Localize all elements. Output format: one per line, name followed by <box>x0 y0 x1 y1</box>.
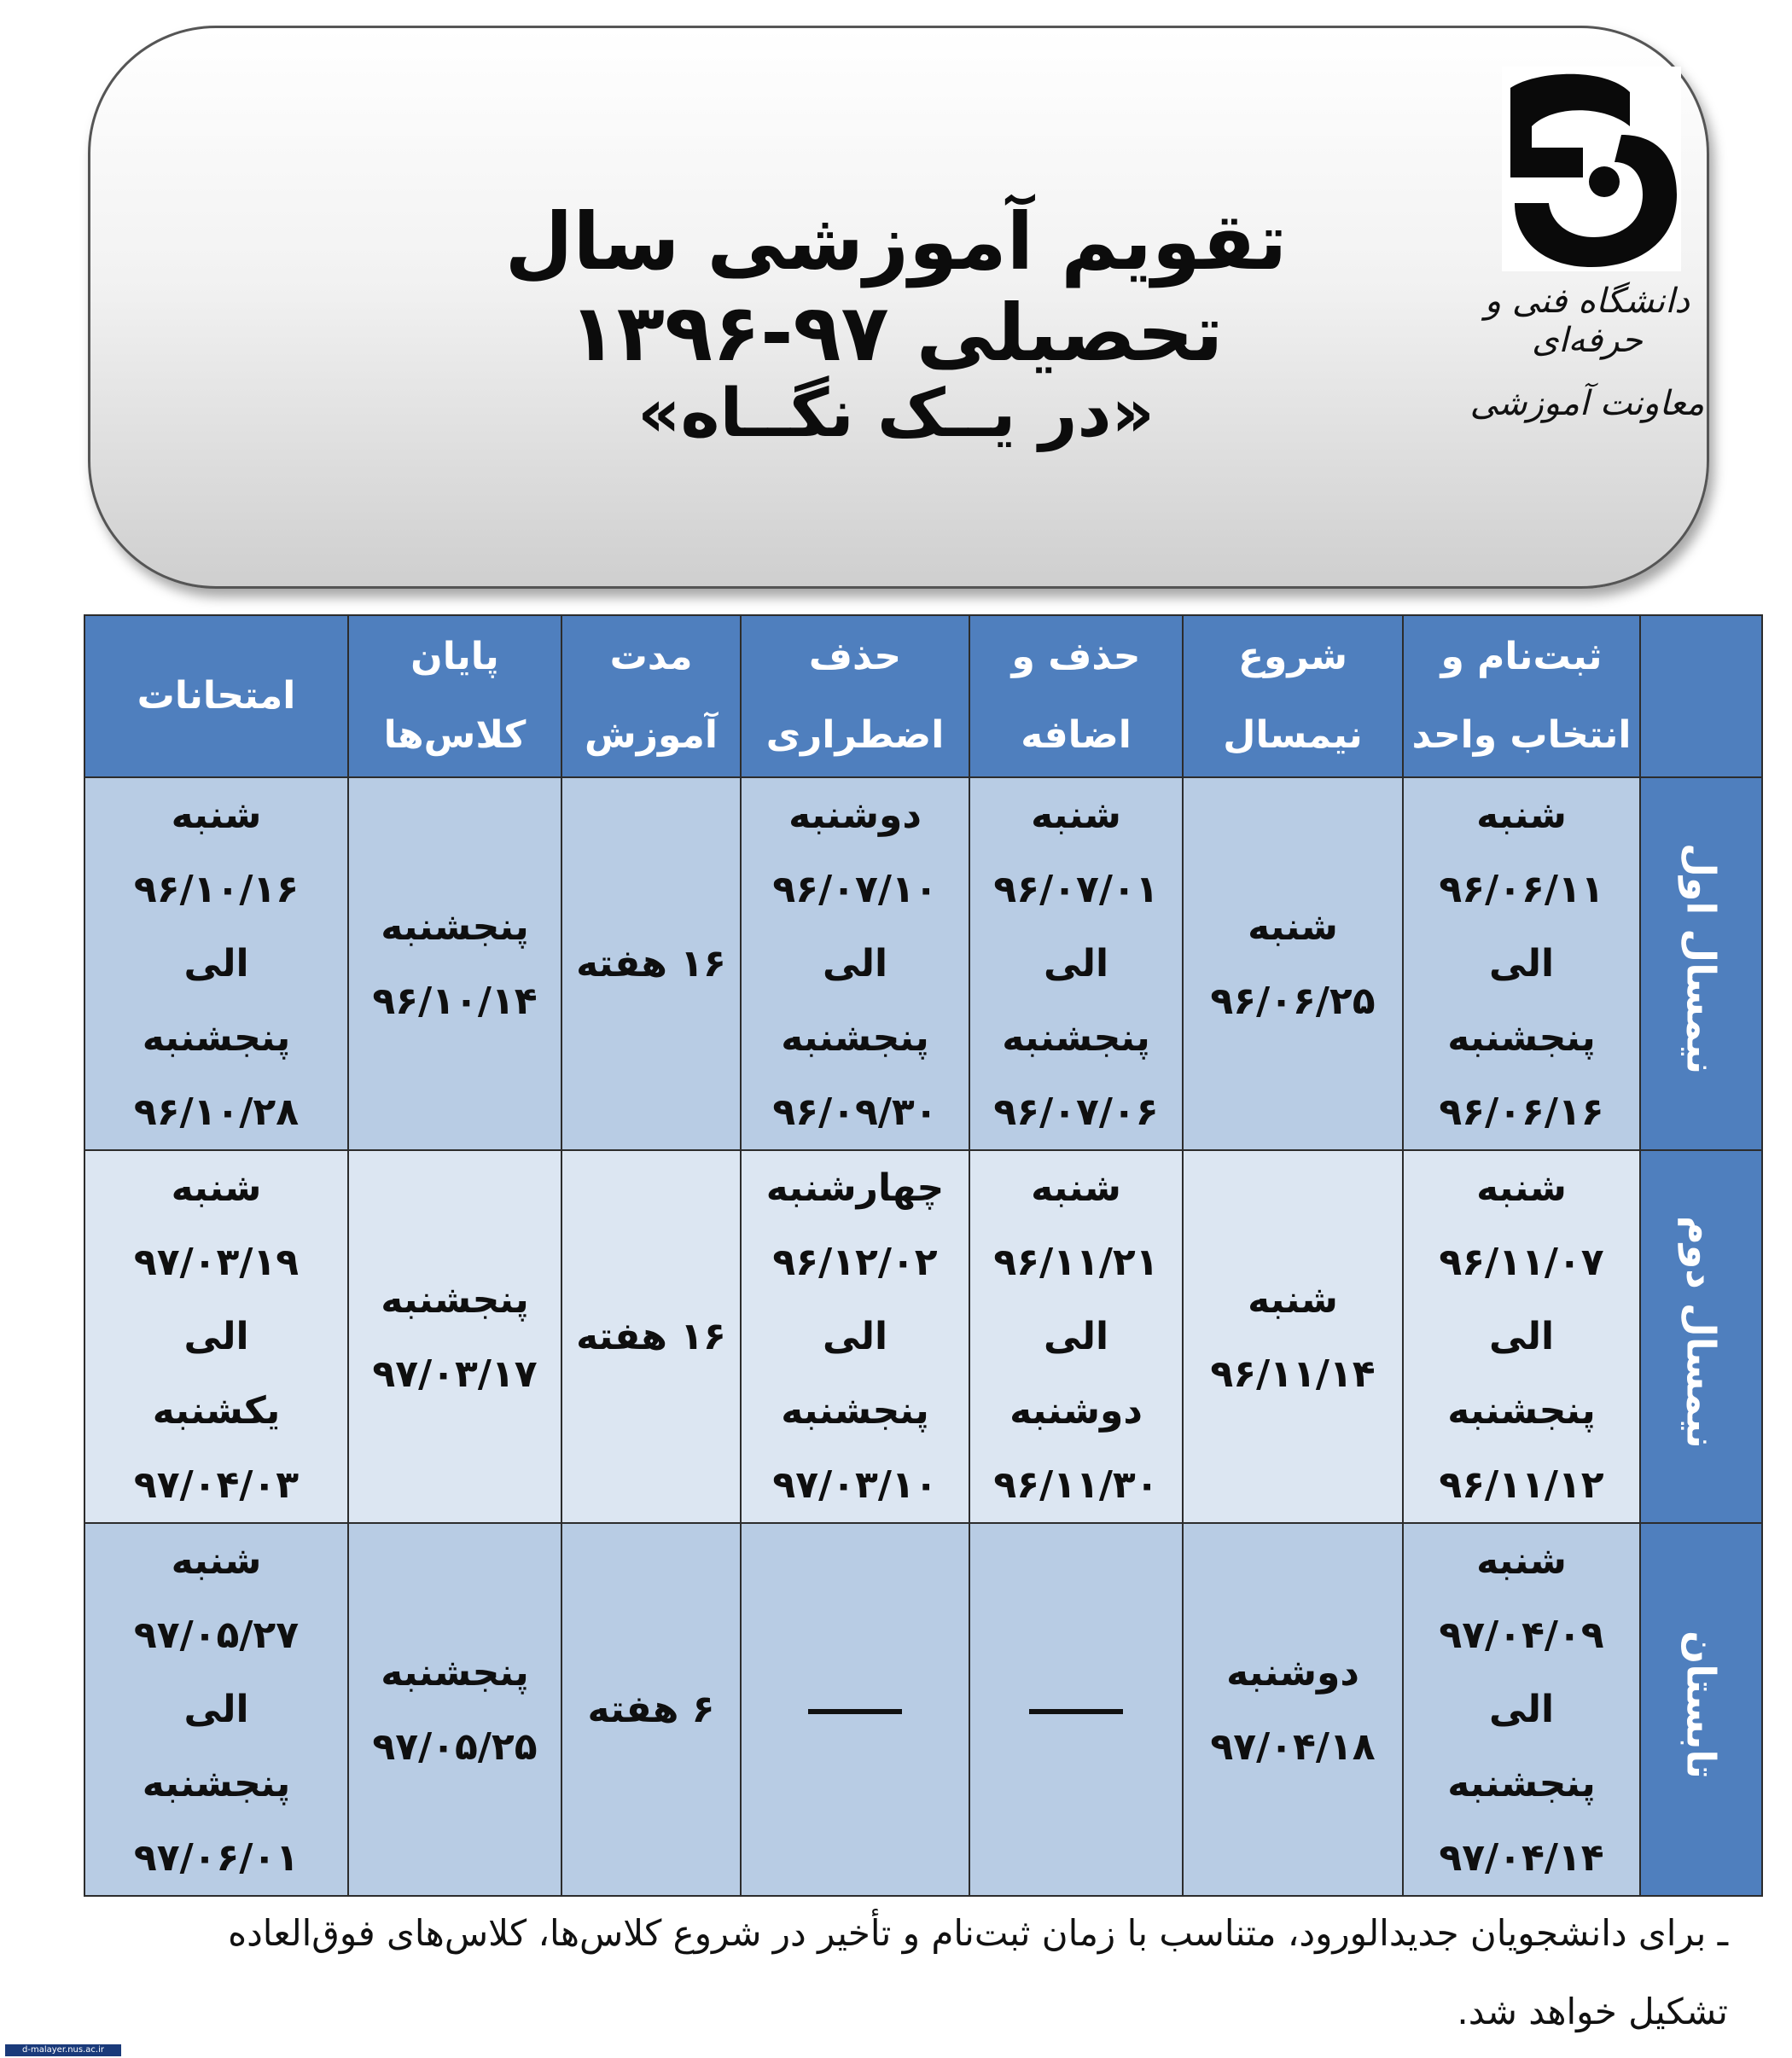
row-label-second-semester <box>1640 1150 1762 1523</box>
cell-line: پنجشنبه <box>781 1389 929 1433</box>
col-header-add-drop <box>969 615 1183 777</box>
col-header-line: مدت <box>609 635 693 678</box>
cell-duration <box>561 1150 741 1523</box>
table-row <box>84 1150 1762 1523</box>
cell-add-drop-empty <box>969 1523 1183 1896</box>
cell-line: الی <box>183 1688 249 1731</box>
cell-line: الی <box>822 1315 888 1358</box>
col-header-classes-end <box>348 615 561 777</box>
cell-line: شنبه <box>1476 1539 1567 1583</box>
cell-line: الی <box>183 1315 249 1358</box>
row-label-summer <box>1640 1523 1762 1896</box>
cell-line: الی <box>183 942 249 985</box>
cell-registration <box>1403 1523 1640 1896</box>
cell-line: شنبه <box>171 794 262 837</box>
col-header-registration <box>1403 615 1640 777</box>
col-header-line: اضطراری <box>765 713 945 757</box>
cell-line: شنبه <box>1476 794 1567 837</box>
cell-line: ۹۶/۰۷/۰۱ <box>993 868 1159 911</box>
cell-emergency-drop-empty <box>741 1523 969 1896</box>
cell-semester-start <box>1183 1523 1403 1896</box>
table-row <box>84 1523 1762 1896</box>
col-header-line: حذف و <box>1011 635 1141 678</box>
cell-line: شنبه <box>171 1539 262 1583</box>
cell-line: ۹۷/۰۳/۱۰ <box>772 1463 938 1507</box>
page-title: تقویم آموزشی سال تحصیلی ۹۷-۱۳۹۶ <box>504 196 1288 379</box>
cell-duration <box>561 1523 741 1896</box>
cell-line: ۹۷/۰۳/۱۹ <box>133 1241 300 1284</box>
cell-line: شنبه <box>1031 1166 1121 1210</box>
empty-dash-mark <box>1029 1709 1123 1714</box>
cell-line: پنجشنبه <box>1447 1762 1596 1805</box>
cell-line: دوشنبه <box>1226 1650 1359 1695</box>
cell-line: پنجشنبه <box>381 1650 529 1695</box>
col-header-line: نیمسال <box>1223 713 1363 757</box>
cell-line: ۹۷/۰۴/۱۴ <box>1439 1836 1604 1880</box>
col-header-line: پایان <box>410 635 499 678</box>
cell-line: الی <box>1488 942 1555 985</box>
cell-line: ۹۶/۰۶/۲۵ <box>1210 979 1376 1023</box>
schedule-table <box>84 614 1763 1897</box>
cell-line: ۹۶/۰۷/۱۰ <box>772 868 938 911</box>
cell-duration <box>561 777 741 1150</box>
cell-line: ۹۷/۰۵/۲۵ <box>372 1724 538 1769</box>
cell-line: ۹۷/۰۵/۲۷ <box>133 1613 300 1657</box>
cell-line: ۹۶/۰۷/۰۶ <box>993 1090 1159 1134</box>
cell-line: ۹۷/۰۴/۰۳ <box>133 1463 300 1507</box>
cell-exams <box>84 777 348 1150</box>
cell-line: ۹۶/۱۱/۳۰ <box>993 1463 1159 1507</box>
cell-line: ۹۶/۱۱/۲۱ <box>993 1241 1159 1284</box>
cell-line: دوشنبه <box>788 794 922 837</box>
col-header-line: اضافه <box>1021 713 1132 757</box>
col-header-line: حذف <box>808 635 902 678</box>
col-header-emergency-drop <box>741 615 969 777</box>
cell-line: ۹۶/۱۱/۱۲ <box>1439 1463 1604 1507</box>
cell-registration <box>1403 1150 1640 1523</box>
cell-classes-end <box>348 777 561 1150</box>
cell-exams <box>84 1523 348 1896</box>
cell-line: شنبه <box>1248 1277 1338 1322</box>
footnote <box>85 1894 1728 2051</box>
cell-exams <box>84 1150 348 1523</box>
cell-line: پنجشنبه <box>381 1277 529 1322</box>
cell-line: ۹۶/۱۱/۱۴ <box>1210 1352 1376 1396</box>
col-header-line: ثبت‌نام و <box>1440 635 1603 678</box>
cell-emergency-drop <box>741 777 969 1150</box>
footnote-line: ـ برای دانشجویان جدیدالورود، متناسب با زمان ثبت‌نام و تأخیر در شروع کلاس‌ها، کلاس‌های فوق‌العاده <box>228 1912 1728 1954</box>
table-row <box>84 777 1762 1150</box>
col-header-line: امتحانات <box>137 674 296 718</box>
cell-classes-end <box>348 1150 561 1523</box>
cell-line: ۹۶/۰۹/۳۰ <box>772 1090 938 1134</box>
col-header-line: آموزش <box>585 713 718 757</box>
cell-line: یکشنبه <box>152 1389 281 1433</box>
cell-semester-start <box>1183 777 1403 1150</box>
cell-line: الی <box>822 942 888 985</box>
cell-line: پنجشنبه <box>1002 1016 1150 1060</box>
cell-line: ۹۶/۱۰/۲۸ <box>133 1090 300 1134</box>
department-name: معاونت آموزشی <box>1469 384 1705 423</box>
cell-line: ۹۷/۰۴/۱۸ <box>1210 1724 1376 1769</box>
empty-dash-mark <box>808 1709 902 1714</box>
cell-line: ۹۶/۱۰/۱۶ <box>133 868 300 911</box>
col-header-line: انتخاب واحد <box>1411 713 1632 757</box>
header-corner-cell <box>1640 615 1762 777</box>
table-header-row <box>84 615 1762 777</box>
cell-line: ۹۶/۱۱/۰۷ <box>1439 1241 1604 1284</box>
page-subtitle: «در یــک نگــاه» <box>637 375 1155 452</box>
cell-line: چهارشنبه <box>765 1166 945 1210</box>
col-header-line: کلاس‌ها <box>383 713 527 757</box>
footnote-line: تشکیل خواهد شد. <box>1457 1991 1728 2032</box>
cell-line: الی <box>1488 1315 1555 1358</box>
university-name: دانشگاه فنی و حرفه‌ای <box>1484 282 1690 360</box>
cell-line: پنجشنبه <box>142 1016 291 1060</box>
cell-line: الی <box>1488 1688 1555 1731</box>
cell-line: شنبه <box>1248 904 1338 949</box>
cell-line: ۹۶/۱۰/۱۴ <box>372 979 538 1023</box>
cell-line: ۱۶ هفته <box>576 1315 726 1358</box>
row-label-text: تابستان <box>1678 1631 1725 1779</box>
cell-line: الی <box>1043 942 1109 985</box>
cell-add-drop <box>969 777 1183 1150</box>
university-logo-icon <box>1502 67 1681 271</box>
cell-add-drop <box>969 1150 1183 1523</box>
cell-registration <box>1403 777 1640 1150</box>
cell-line: ۹۶/۱۲/۰۲ <box>772 1241 938 1284</box>
col-header-line: شروع <box>1237 635 1348 678</box>
cell-line: ۹۶/۰۶/۱۶ <box>1439 1090 1604 1134</box>
cell-emergency-drop <box>741 1150 969 1523</box>
cell-line: دوشنبه <box>1009 1389 1143 1433</box>
cell-line: شنبه <box>171 1166 262 1210</box>
cell-line: ۹۶/۰۶/۱۱ <box>1439 868 1604 911</box>
cell-line: پنجشنبه <box>381 904 529 949</box>
cell-line: شنبه <box>1476 1166 1567 1210</box>
row-label-text: نیمسال دوم <box>1678 1215 1725 1449</box>
cell-line: پنجشنبه <box>1447 1016 1596 1060</box>
row-label-first-semester <box>1640 777 1762 1150</box>
cell-line: ۶ هفته <box>587 1688 715 1731</box>
cell-line: پنجشنبه <box>1447 1389 1596 1433</box>
col-header-semester-start <box>1183 615 1403 777</box>
cell-line: پنجشنبه <box>142 1762 291 1805</box>
col-header-exams <box>84 615 348 777</box>
cell-line: الی <box>1043 1315 1109 1358</box>
cell-line: ۱۶ هفته <box>576 942 726 985</box>
cell-line: ۹۷/۰۴/۰۹ <box>1439 1613 1604 1657</box>
cell-classes-end <box>348 1523 561 1896</box>
cell-line: پنجشنبه <box>781 1016 929 1060</box>
cell-line: ۹۷/۰۶/۰۱ <box>133 1836 300 1880</box>
cell-line: شنبه <box>1031 794 1121 837</box>
site-watermark: d-malayer.nus.ac.ir <box>5 2044 121 2056</box>
cell-line: ۹۷/۰۳/۱۷ <box>372 1352 538 1396</box>
cell-semester-start <box>1183 1150 1403 1523</box>
col-header-duration <box>561 615 741 777</box>
row-label-text: نیمسال اول <box>1678 843 1725 1075</box>
